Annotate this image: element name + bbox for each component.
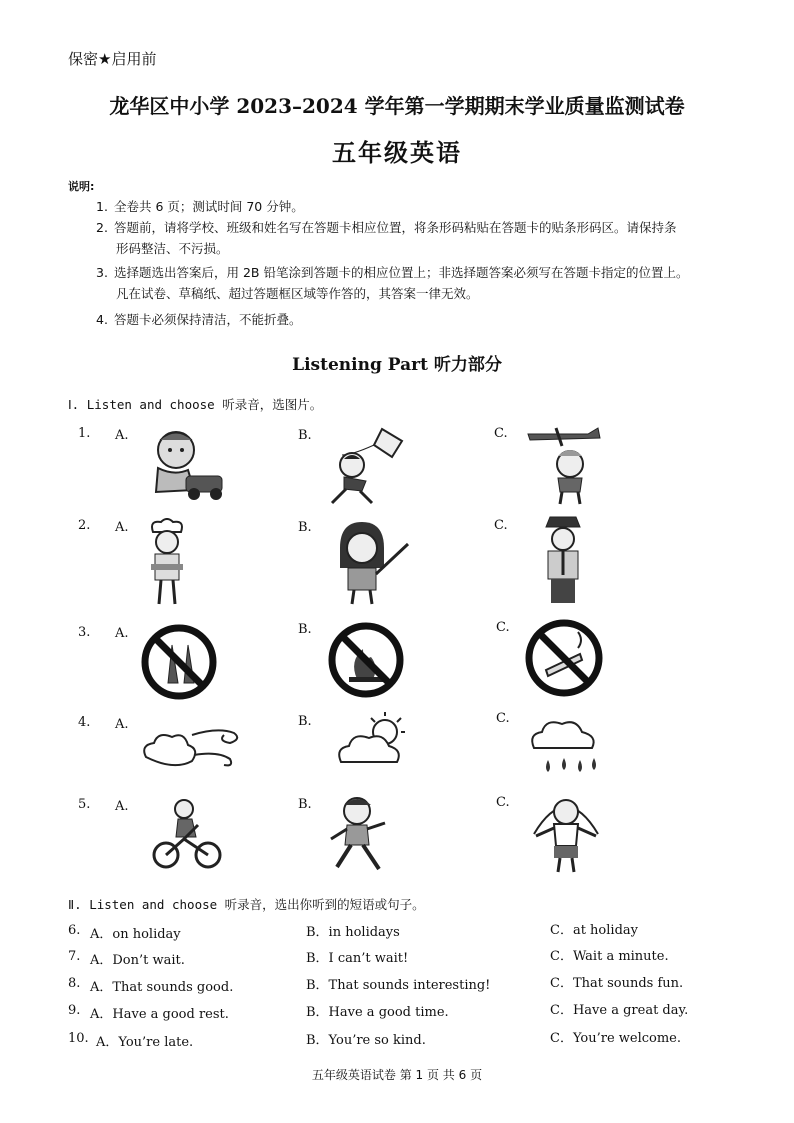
question-number: 5.	[78, 797, 91, 812]
option-label: A.	[115, 626, 129, 641]
exam-subtitle: 五年级英语	[332, 138, 462, 167]
question-number: 7.	[68, 949, 81, 964]
instructions-label: 说明:	[68, 180, 95, 193]
confidential-label: 保密★启用前	[68, 50, 157, 68]
rain-cloud-image	[528, 712, 604, 782]
girl-cook-image	[143, 518, 191, 608]
windy-cloud-image	[138, 715, 242, 777]
option-label: A.	[115, 428, 129, 443]
option-label: A.	[115, 799, 129, 814]
option-label: A.	[115, 520, 129, 535]
child-flying-kite-image	[322, 425, 410, 507]
option-a: A．Don’t wait.	[90, 953, 185, 968]
boy-with-toy-plane-image	[518, 424, 608, 506]
option-c: C．Wait a minute.	[550, 949, 669, 964]
instruction-2: 2. 答题前，请将学校、班级和姓名写在答题卡相应位置，将条形码粘贴在答题卡的贴条形码区。请保持条 形码整洁、不污损。	[96, 220, 677, 256]
instruction-1: 1. 全卷共 6 页；测试时间 70 分钟。	[96, 199, 304, 214]
sun-and-cloud-image	[335, 710, 411, 772]
part2-title: Ⅱ. Listen and choose 听录音，选出你听到的短语或句子。	[68, 897, 425, 912]
child-with-toy-car-image	[138, 428, 228, 503]
boy-running-image	[325, 795, 395, 877]
option-label: C.	[496, 795, 510, 810]
option-c: C．That sounds fun.	[550, 976, 684, 991]
question-number: 10.	[68, 1031, 89, 1046]
option-a: A．Have a good rest.	[90, 1007, 229, 1022]
option-label: B.	[298, 520, 312, 535]
question-number: 4.	[78, 715, 91, 730]
option-label: B.	[298, 428, 312, 443]
option-label: C.	[494, 426, 508, 441]
option-c: C．Have a great day.	[550, 1003, 689, 1018]
option-b: B．Have a good time.	[306, 1005, 449, 1020]
option-a: A．That sounds good.	[90, 980, 234, 995]
question-number: 8.	[68, 976, 81, 991]
option-b: B．You’re so kind.	[306, 1033, 426, 1048]
question-number: 3.	[78, 625, 91, 640]
question-number: 2.	[78, 518, 91, 533]
option-label: C.	[494, 518, 508, 533]
option-a: A．on holiday	[90, 927, 181, 942]
instruction-3: 3. 选择题选出答案后，用 2B 铅笔涂到答题卡的相应位置上；非选择题答案必须写在答题卡指定的位置上。 凡在试卷、草稿纸、超过答题框区域等作答的，其答案一律无效。	[96, 265, 689, 301]
question-number: 6.	[68, 923, 81, 938]
instruction-4: 4. 答题卡必须保持清洁，不能折叠。	[96, 312, 302, 327]
option-label: B.	[298, 714, 312, 729]
listening-section-title: Listening Part 听力部分	[292, 355, 502, 375]
option-label: A.	[115, 717, 129, 732]
no-fireworks-sign-image	[140, 623, 218, 701]
option-a: A．You’re late.	[96, 1035, 194, 1050]
option-label: C.	[496, 711, 510, 726]
option-b: B．in holidays	[306, 925, 400, 940]
boy-riding-bike-image	[152, 797, 222, 871]
no-fire-sign-image	[327, 621, 405, 699]
girl-teacher-image	[332, 518, 412, 606]
part1-title: Ⅰ. Listen and choose 听录音，选图片。	[68, 397, 323, 412]
question-number: 9.	[68, 1003, 81, 1018]
option-label: C.	[496, 620, 510, 635]
page-footer: 五年级英语试卷 第 1 页 共 6 页	[311, 1068, 483, 1082]
exam-title: 龙华区中小学 2023–2024 学年第一学期期末学业质量监测试卷	[109, 94, 685, 118]
option-c: C．You’re welcome.	[550, 1031, 682, 1046]
option-b: B．I can’t wait!	[306, 951, 409, 966]
option-label: B.	[298, 622, 312, 637]
option-b: B．That sounds interesting!	[306, 978, 491, 993]
question-number: 1.	[78, 426, 91, 441]
pilot-image	[538, 515, 588, 607]
no-smoking-sign-image	[524, 618, 604, 698]
option-c: C．at holiday	[550, 923, 638, 938]
option-label: B.	[298, 797, 312, 812]
girl-skipping-rope-image	[524, 790, 608, 876]
